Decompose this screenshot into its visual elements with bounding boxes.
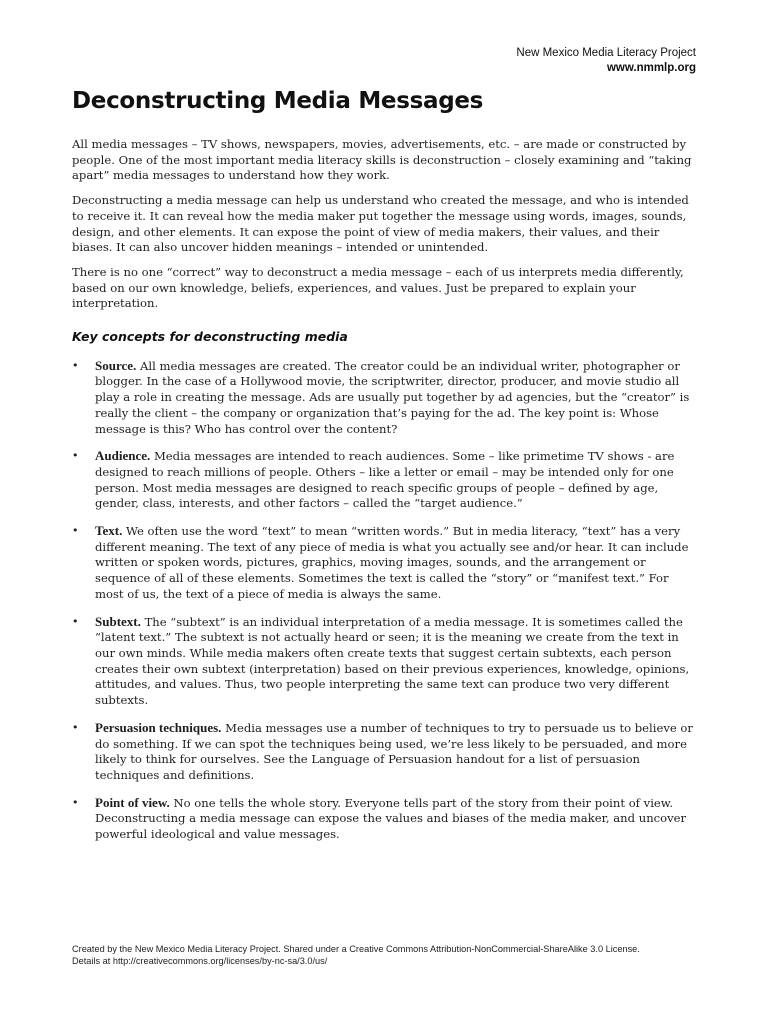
main-content — [72, 137, 700, 854]
bullet-icon: • — [72, 614, 79, 628]
concept-term: Persuasion techniques. — [95, 719, 222, 735]
intro-paragraph: All media messages – TV shows, newspapers, movies, advertisements, etc. – are made or constructed by people. One of the most important media literacy skills is deconstruction – closely examining and “taking apart” media messages to understand how they work. — [72, 137, 692, 183]
concept-text: No one tells the whole story. Everyone tells part of the story from their point of view. Deconstructing a media message can expose the values and biases of the media maker, and uncover powerful ideological and value messages. — [95, 795, 687, 842]
concept-text: Media messages use a number of techniques to try to persuade us to believe or do something. If we can spot the techniques being used, we’re less likely to be persuaded, and more likely to think for ourselves. See the Language of Persuasion handout for a list of persuasion techniques and definitions. — [95, 720, 693, 782]
list-item-subtext — [72, 614, 700, 709]
concept-term: Text. — [95, 523, 123, 539]
concept-text: We often use the word “text” to mean “written words.” But in media literacy, “text” has a very different meaning. The text of any piece of media is what you actually see and/or hear. It can include written or spoken words, pictures, graphics, moving images, sounds, and the arrangement or sequence of all of these elements. Sometimes the text is called the “story” or “manifest text.” For most of us, the text of a piece of media is always the same. — [95, 524, 689, 601]
list-item-persuasion-techniques — [72, 720, 700, 784]
concept-term: Subtext. — [95, 613, 141, 629]
list-item-source — [72, 358, 700, 438]
page-title: Deconstructing Media Messages — [72, 88, 484, 114]
list-item-text — [72, 523, 700, 603]
header-org-name: New Mexico Media Literacy Project — [516, 47, 696, 59]
bullet-icon: • — [72, 358, 79, 372]
section-heading: Key concepts for deconstructing media — [72, 329, 348, 345]
list-item-audience — [72, 448, 700, 512]
header — [516, 46, 696, 76]
concept-term: Source. — [95, 357, 137, 373]
bullet-icon: • — [72, 524, 79, 538]
header-url: www.nmmlp.org — [606, 62, 696, 74]
footer-line: Created by the New Mexico Media Literacy Project. Shared under a Creative Commons Attribution-NonCommercial-ShareAlike 3.0 License. — [72, 944, 640, 954]
footer-license — [72, 944, 712, 967]
concept-text: All media messages are created. The creator could be an individual writer, photographer or blogger. In the case of a Hollywood movie, the scriptwriter, director, producer, and movie studio all play a role in creating the message. Ads are usually put together by ad agencies, but the “creator” is really the client – the company or organization that’s paying for the ad. The key point is: Whose message is this? Who has control over the content? — [95, 358, 690, 436]
concept-term: Audience. — [95, 448, 151, 464]
concepts-list — [72, 358, 700, 843]
intro-paragraph: Deconstructing a media message can help us understand who created the message, and who is intended to receive it. It can reveal how the media maker put together the message using words, images, sounds, design, and other elements. It can expose the point of view of media makers, their values, and their biases. It can also uncover hidden meanings – intended or unintended. — [72, 193, 689, 255]
concept-term: Point of view. — [95, 794, 170, 810]
concept-text: The “subtext” is an individual interpretation of a media message. It is sometimes called the “latent text.” The subtext is not actually heard or seen; it is the meaning we create from the text in our own minds. While media makers often create texts that suggest certain subtexts, each person creates their own subtext (interpretation) based on their previous experiences, knowledge, opinions, attitudes, and values. Thus, two people interpreting the same text can produce two very different subtexts. — [95, 614, 690, 708]
concept-text: Media messages are intended to reach audiences. Some – like primetime TV shows - are designed to reach millions of people. Others – like a letter or email – may be intended only for one person. Most media messages are designed to reach specific groups of people – defined by age, gender, class, interests, and other factors – called the “target audience.” — [95, 449, 675, 511]
bullet-icon: • — [72, 449, 79, 463]
footer-line: Details at http://creativecommons.org/licenses/by-nc-sa/3.0/us/ — [72, 955, 328, 966]
bullet-icon: • — [72, 795, 79, 809]
bullet-icon: • — [72, 720, 79, 734]
list-item-point-of-view — [72, 795, 700, 843]
intro-paragraph: There is no one “correct” way to deconstruct a media message – each of us interprets media differently, based on our own knowledge, beliefs, experiences, and values. Just be prepared to explain your interpretation. — [72, 264, 684, 311]
